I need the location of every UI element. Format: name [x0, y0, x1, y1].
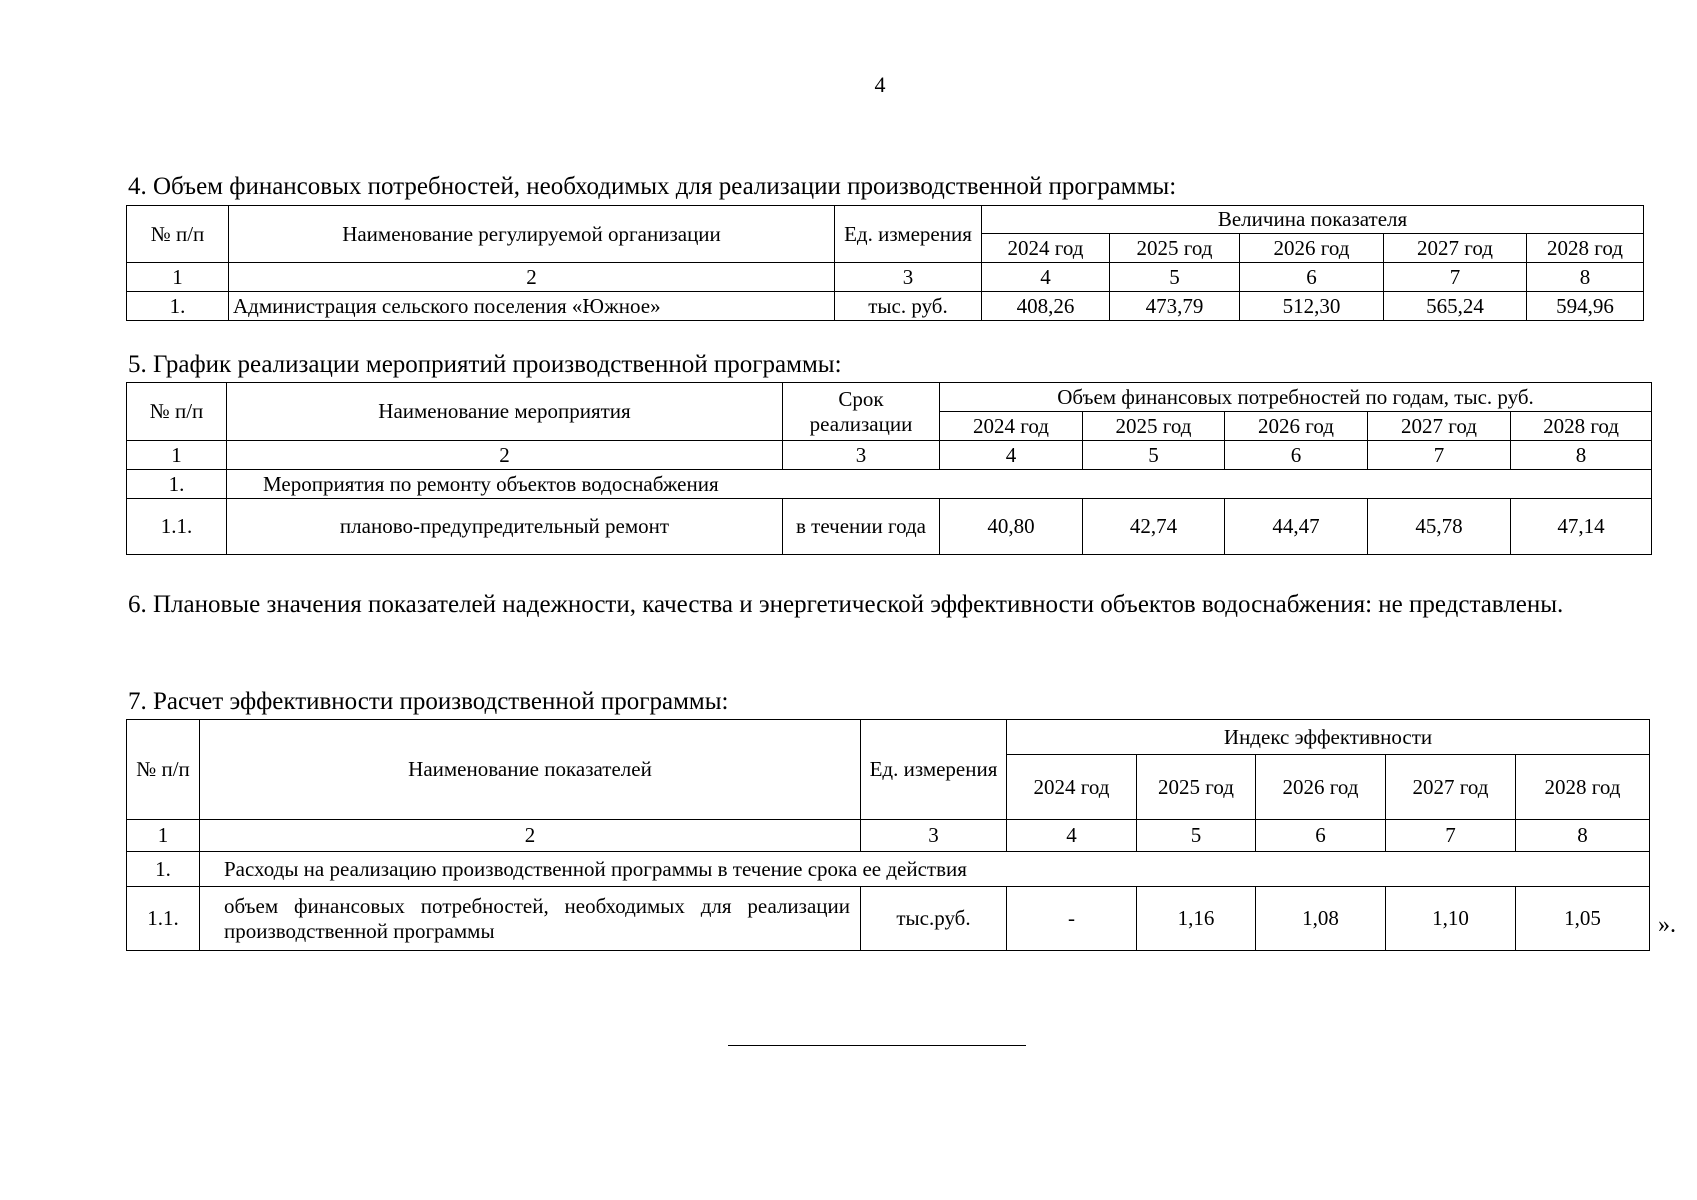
header-year: 2026 год — [1256, 755, 1386, 820]
row-num: 1. — [127, 292, 229, 321]
column-index: 4 — [940, 441, 1083, 470]
header-year: 2027 год — [1384, 234, 1527, 263]
column-index: 2 — [227, 441, 783, 470]
header-measure-name: Наименование мероприятия — [227, 383, 783, 441]
value-cell: 408,26 — [982, 292, 1110, 321]
separator-line — [728, 1045, 1026, 1046]
row-num: 1. — [127, 852, 200, 887]
section-7-heading: 7. Расчет эффективности производственной программы: — [128, 688, 729, 715]
value-cell: 594,96 — [1527, 292, 1644, 321]
column-index: 5 — [1137, 820, 1256, 852]
column-index: 2 — [200, 820, 861, 852]
value-cell: 512,30 — [1240, 292, 1384, 321]
header-num: № п/п — [127, 720, 200, 820]
value-cell: 1,08 — [1256, 887, 1386, 951]
value-cell: 47,14 — [1511, 499, 1652, 555]
column-index: 7 — [1386, 820, 1516, 852]
column-index-row — [127, 263, 1644, 292]
value-cell: 1,16 — [1137, 887, 1256, 951]
column-index: 7 — [1368, 441, 1511, 470]
header-year: 2028 год — [1511, 412, 1652, 441]
header-term: Срок реализации — [783, 383, 940, 441]
measure-name: планово-предупредительный ремонт — [227, 499, 783, 555]
group-name: Мероприятия по ремонту объектов водоснабжения — [227, 470, 1652, 499]
column-index: 1 — [127, 820, 200, 852]
header-year: 2024 год — [940, 412, 1083, 441]
column-index-row — [127, 441, 1652, 470]
column-index: 1 — [127, 263, 229, 292]
column-index: 6 — [1256, 820, 1386, 852]
column-index: 4 — [982, 263, 1110, 292]
page-number: 4 — [874, 72, 886, 97]
header-unit: Ед. измерения — [835, 206, 982, 263]
header-year: 2026 год — [1240, 234, 1384, 263]
value-cell: - — [1007, 887, 1137, 951]
column-index: 6 — [1225, 441, 1368, 470]
column-index: 1 — [127, 441, 227, 470]
header-year: 2025 год — [1137, 755, 1256, 820]
header-year: 2026 год — [1225, 412, 1368, 441]
unit: тыс.руб. — [861, 887, 1007, 951]
efficiency-table — [126, 719, 1650, 951]
header-year: 2025 год — [1083, 412, 1225, 441]
header-year: 2024 год — [982, 234, 1110, 263]
value-cell: 1,05 — [1516, 887, 1650, 951]
header-year: 2024 год — [1007, 755, 1137, 820]
header-org-name: Наименование регулируемой организации — [229, 206, 835, 263]
column-index: 4 — [1007, 820, 1137, 852]
column-index: 7 — [1384, 263, 1527, 292]
value-cell: 473,79 — [1110, 292, 1240, 321]
group-row — [127, 852, 1650, 887]
table-row — [127, 292, 1644, 321]
column-index: 5 — [1083, 441, 1225, 470]
column-index: 6 — [1240, 263, 1384, 292]
header-year: 2025 год — [1110, 234, 1240, 263]
header-year: 2027 год — [1386, 755, 1516, 820]
unit: тыс. руб. — [835, 292, 982, 321]
header-year: 2028 год — [1516, 755, 1650, 820]
section-5-heading: 5. График реализации мероприятий производственной программы: — [128, 351, 842, 378]
value-cell: 1,10 — [1386, 887, 1516, 951]
section-6-text: 6. Плановые значения показателей надежности, качества и энергетической эффективности объектов водоснабжения: не представлены. — [128, 591, 1564, 618]
indicator-name: объем финансовых потребностей, необходимых для реализации производственной программы — [200, 887, 861, 951]
column-index: 3 — [783, 441, 940, 470]
column-index: 2 — [229, 263, 835, 292]
row-num: 1. — [127, 470, 227, 499]
column-index: 8 — [1527, 263, 1644, 292]
header-indicator-value: Величина показателя — [982, 206, 1644, 234]
row-num: 1.1. — [127, 887, 200, 951]
header-year: 2027 год — [1368, 412, 1511, 441]
header-num: № п/п — [127, 383, 227, 441]
section-4-heading: 4. Объем финансовых потребностей, необходимых для реализации производственной программы: — [128, 173, 1177, 200]
value-cell: 42,74 — [1083, 499, 1225, 555]
column-index: 3 — [835, 263, 982, 292]
value-cell: 40,80 — [940, 499, 1083, 555]
header-year: 2028 год — [1527, 234, 1644, 263]
column-index-row — [127, 820, 1650, 852]
header-financial-needs: Объем финансовых потребностей по годам, тыс. руб. — [940, 383, 1652, 412]
table-row — [127, 499, 1652, 555]
schedule-table — [126, 382, 1652, 555]
column-index: 8 — [1516, 820, 1650, 852]
term: в течении года — [783, 499, 940, 555]
value-cell: 565,24 — [1384, 292, 1527, 321]
value-cell: 44,47 — [1225, 499, 1368, 555]
table-row — [127, 887, 1650, 951]
header-indicator-name: Наименование показателей — [200, 720, 861, 820]
header-num: № п/п — [127, 206, 229, 263]
header-unit: Ед. измерения — [861, 720, 1007, 820]
value-cell: 45,78 — [1368, 499, 1511, 555]
row-num: 1.1. — [127, 499, 227, 555]
financial-needs-table — [126, 205, 1644, 321]
column-index: 5 — [1110, 263, 1240, 292]
closing-quote: ». — [1658, 912, 1676, 938]
header-efficiency-index: Индекс эффективности — [1007, 720, 1650, 755]
group-row — [127, 470, 1652, 499]
column-index: 8 — [1511, 441, 1652, 470]
org-name: Администрация сельского поселения «Южное» — [229, 292, 835, 321]
group-name: Расходы на реализацию производственной программы в течение срока ее действия — [200, 852, 1650, 887]
column-index: 3 — [861, 820, 1007, 852]
